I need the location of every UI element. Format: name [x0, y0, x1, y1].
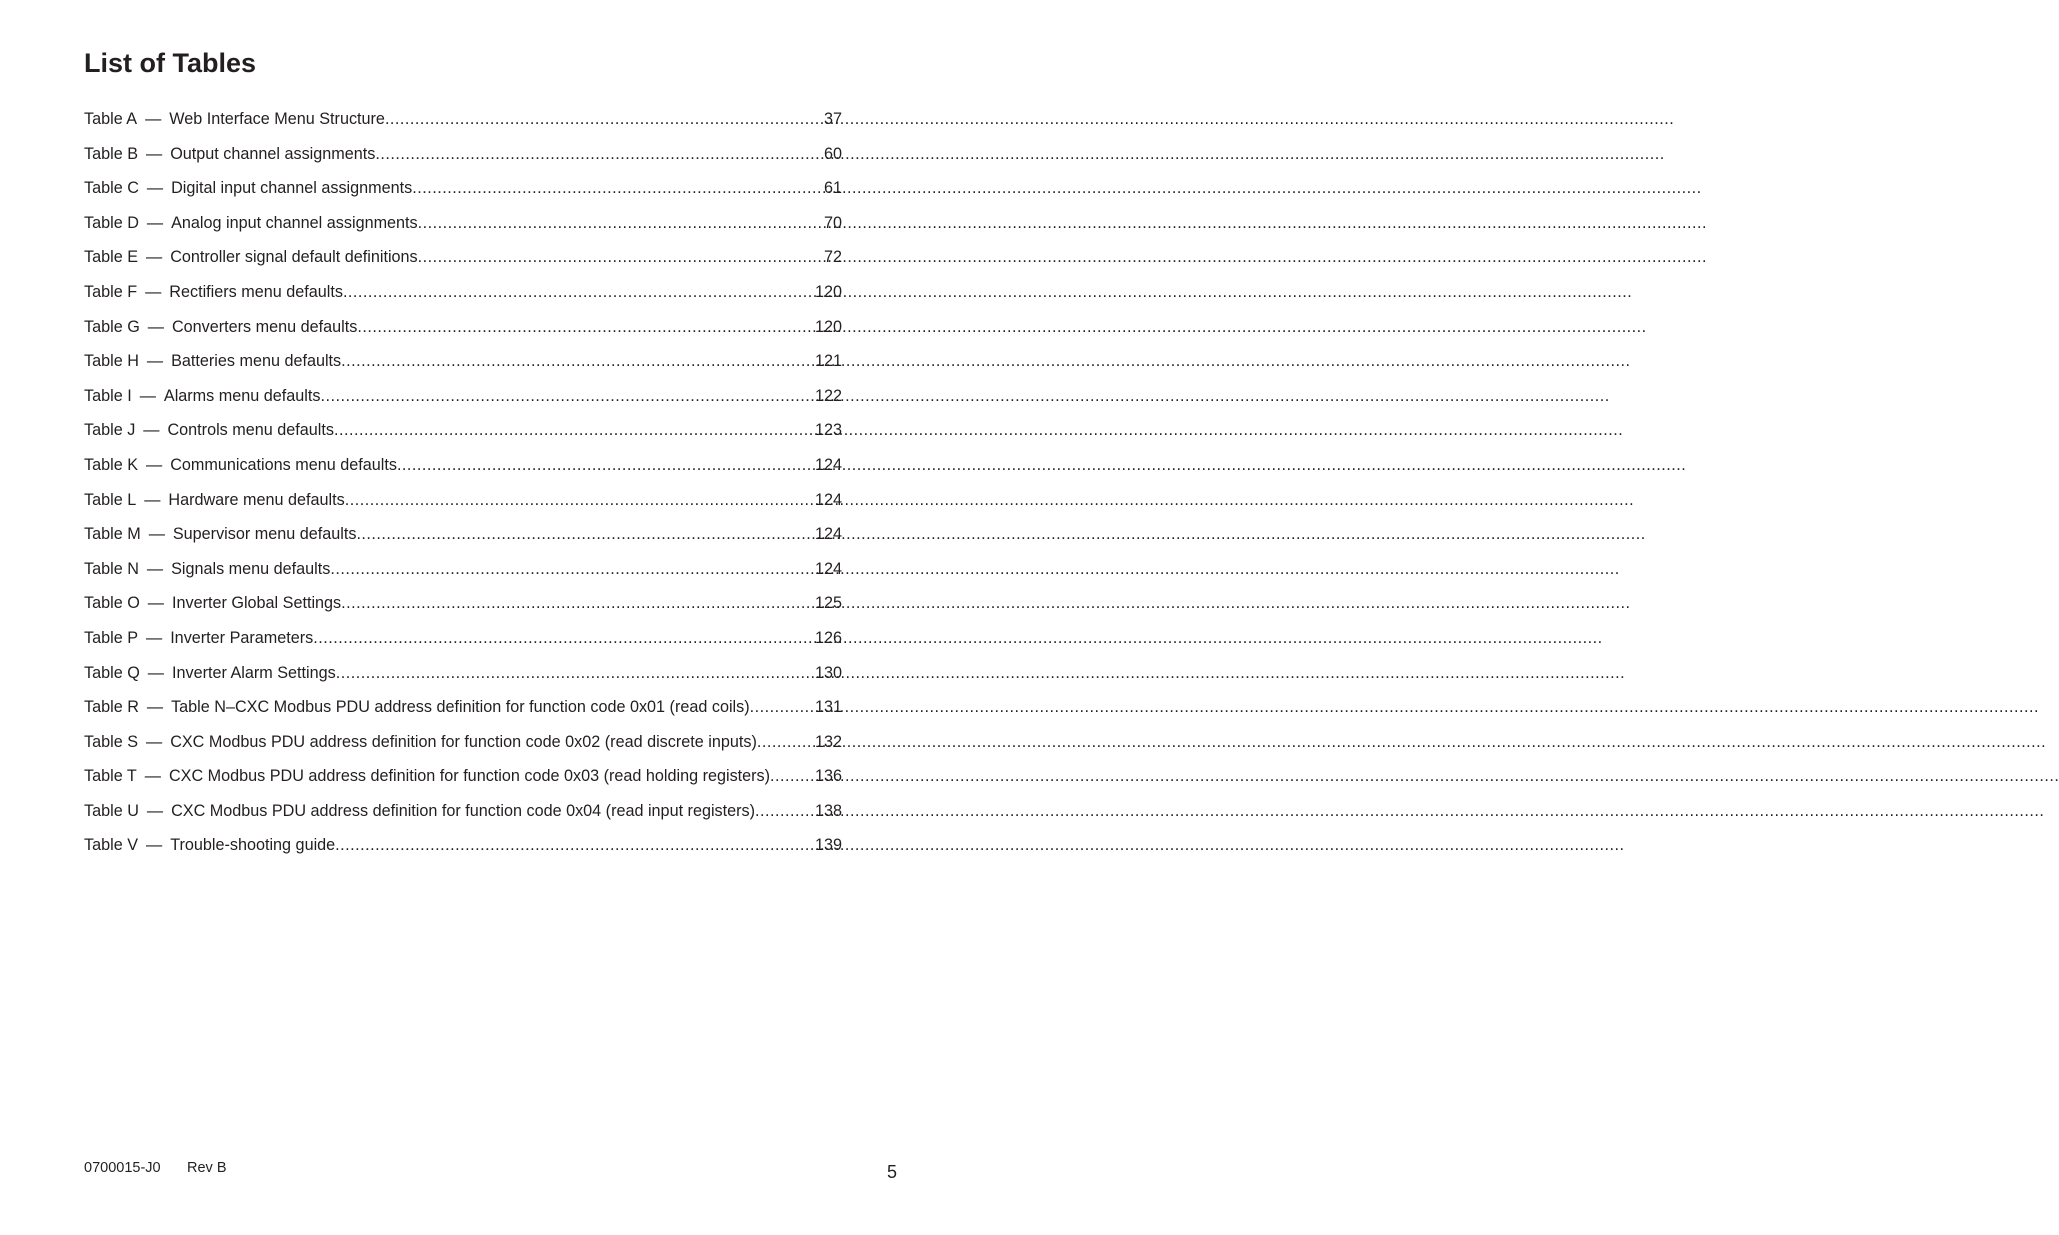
entry-title: Analog input channel assignments: [171, 213, 418, 232]
entry-title: Inverter Alarm Settings: [171, 663, 336, 682]
toc-entry-table-k[interactable]: [84, 452, 842, 487]
entry-page-number: 124: [814, 455, 842, 474]
toc-entry-table-l[interactable]: [84, 487, 842, 522]
dot-leader: [357, 314, 815, 340]
entry-title: CXC Modbus PDU address definition for function code 0x03 (read holding registers): [168, 767, 771, 786]
entry-label: Table P: [84, 628, 138, 647]
entry-label: Table V: [84, 836, 138, 855]
dot-leader: [334, 417, 815, 443]
entry-label: Table O: [84, 594, 140, 613]
entry-separator: —: [146, 628, 163, 647]
entry-title: Output channel assignments: [170, 144, 376, 163]
entry-label: Table I: [84, 386, 132, 405]
entry-label: Table G: [84, 317, 140, 336]
toc-entry-table-c[interactable]: [84, 175, 842, 210]
entry-label: Table N: [84, 559, 139, 578]
entry-separator: —: [145, 282, 162, 301]
entry-label: Table F: [84, 282, 138, 301]
entry-separator: —: [144, 767, 161, 786]
entry-label: Table Q: [84, 663, 140, 682]
entry-title: Controls menu defaults: [167, 421, 334, 440]
entry-title: Supervisor menu defaults: [172, 525, 357, 544]
dot-leader: [341, 348, 815, 374]
footer-page-number: 5: [886, 1162, 897, 1182]
entry-page-number: 124: [814, 490, 842, 509]
entry-page-number: 125: [814, 594, 842, 613]
entry-page-number: 121: [814, 352, 842, 371]
entry-title: Alarms menu defaults: [163, 386, 321, 405]
entry-page-number: 132: [814, 732, 842, 751]
toc-entry-table-u[interactable]: [84, 798, 842, 833]
entry-page-number: 120: [814, 317, 842, 336]
entry-page-number: 124: [814, 525, 842, 544]
dot-leader: [356, 521, 815, 547]
entry-separator: —: [146, 352, 164, 371]
toc-entry-table-a[interactable]: [84, 106, 842, 141]
dot-leader: [418, 244, 824, 270]
entry-label: Table J: [84, 421, 136, 440]
dot-leader: [341, 590, 815, 616]
entry-separator: —: [146, 559, 164, 578]
entry-separator: —: [146, 698, 164, 717]
entry-label: Table U: [84, 801, 139, 820]
dot-leader: [385, 106, 824, 132]
entry-separator: —: [144, 490, 161, 509]
entry-label: Table H: [84, 352, 139, 371]
entry-page-number: 139: [814, 836, 842, 855]
entry-title: Table N–CXC Modbus PDU address definition for function code 0x01 (read coils): [171, 698, 750, 717]
entry-title: Rectifiers menu defaults: [169, 282, 343, 301]
entry-page-number: 131: [814, 698, 842, 717]
entry-separator: —: [145, 110, 162, 128]
entry-page-number: 122: [814, 386, 842, 405]
entry-separator: —: [146, 179, 164, 198]
toc-entry-table-n[interactable]: [84, 556, 842, 591]
toc-entry-table-t[interactable]: [84, 763, 842, 798]
dot-leader: [770, 763, 815, 789]
entry-separator: —: [147, 317, 164, 336]
entry-title: CXC Modbus PDU address definition for function code 0x02 (read discrete inputs): [170, 732, 757, 751]
entry-title: Converters menu defaults: [171, 317, 358, 336]
entry-separator: —: [147, 594, 164, 613]
entry-label: Table K: [84, 455, 138, 474]
entry-title: Inverter Parameters: [170, 628, 314, 647]
table-of-contents-list: [84, 106, 842, 867]
dot-leader: [375, 141, 824, 167]
toc-entry-table-p[interactable]: [84, 625, 842, 660]
toc-entry-table-i[interactable]: [84, 383, 842, 418]
entry-page-number: 72: [823, 248, 842, 267]
page-title: List of Tables: [84, 48, 257, 78]
entry-page-number: 138: [814, 801, 842, 820]
entry-page-number: 70: [823, 213, 842, 232]
dot-leader: [320, 383, 815, 409]
entry-title: Batteries menu defaults: [171, 352, 342, 371]
dot-leader: [313, 625, 815, 651]
entry-label: Table B: [84, 144, 138, 163]
entry-separator: —: [146, 144, 163, 163]
entry-page-number: 136: [814, 767, 842, 786]
dot-leader: [418, 210, 824, 236]
dot-leader: [397, 452, 815, 478]
entry-page-number: 61: [823, 179, 842, 198]
entry-page-number: 130: [814, 663, 842, 682]
dot-leader: [750, 694, 815, 720]
entry-label: Table E: [84, 248, 138, 267]
dot-leader: [757, 729, 815, 755]
entry-separator: —: [146, 836, 163, 855]
entry-label: Table M: [84, 525, 141, 544]
entry-title: Trouble-shooting guide: [170, 836, 336, 855]
toc-entry-table-s[interactable]: [84, 729, 842, 764]
dot-leader: [345, 487, 815, 513]
toc-entry-table-d[interactable]: [84, 210, 842, 245]
toc-entry-table-q[interactable]: [84, 660, 842, 695]
entry-title: Signals menu defaults: [171, 559, 331, 578]
entry-label: Table L: [84, 490, 137, 509]
dot-leader: [336, 660, 815, 686]
entry-label: Table R: [84, 698, 139, 717]
toc-entry-table-g[interactable]: [84, 314, 842, 349]
entry-separator: —: [143, 421, 160, 440]
entry-title: Hardware menu defaults: [168, 490, 345, 509]
entry-separator: —: [146, 801, 164, 820]
entry-separator: —: [147, 663, 164, 682]
toc-entry-table-f[interactable]: [84, 279, 842, 314]
toc-entry-table-b[interactable]: [84, 141, 842, 176]
entry-label: Table S: [84, 732, 138, 751]
toc-entry-table-m[interactable]: [84, 521, 842, 556]
entry-label: Table C: [84, 179, 139, 198]
footer-document-number: 0700015-J0: [84, 1160, 161, 1176]
entry-label: Table T: [84, 767, 137, 786]
dot-leader: [343, 279, 815, 305]
entry-label: Table D: [84, 213, 139, 232]
toc-entry-table-e[interactable]: [84, 244, 842, 279]
toc-entry-table-v[interactable]: [84, 832, 842, 867]
entry-title: Controller signal default definitions: [170, 248, 418, 267]
entry-title: Web Interface Menu Structure: [169, 110, 385, 128]
dot-leader: [330, 556, 815, 582]
entry-separator: —: [146, 732, 163, 751]
toc-entry-table-r[interactable]: [84, 694, 842, 729]
entry-title: CXC Modbus PDU address definition for function code 0x04 (read input registers): [171, 801, 756, 820]
toc-entry-table-o[interactable]: [84, 590, 842, 625]
entry-separator: —: [146, 455, 163, 474]
entry-page-number: 120: [814, 282, 842, 301]
dot-leader: [412, 175, 824, 201]
entry-separator: —: [148, 525, 165, 544]
entry-label: Table A: [84, 110, 138, 128]
entry-page-number: 60: [823, 144, 842, 163]
dot-leader: [335, 832, 815, 858]
entry-separator: —: [146, 248, 163, 267]
entry-title: Communications menu defaults: [170, 455, 397, 474]
footer-revision: Rev B: [187, 1160, 227, 1176]
entry-separator: —: [146, 213, 164, 232]
entry-title: Digital input channel assignments: [171, 179, 413, 198]
toc-entry-table-j[interactable]: [84, 417, 842, 452]
entry-page-number: 123: [814, 421, 842, 440]
toc-entry-table-h[interactable]: [84, 348, 842, 383]
entry-page-number: 126: [814, 628, 842, 647]
entry-title: Inverter Global Settings: [171, 594, 342, 613]
dot-leader: [755, 798, 815, 824]
entry-page-number: 37: [823, 110, 842, 128]
entry-page-number: 124: [814, 559, 842, 578]
entry-separator: —: [139, 386, 156, 405]
